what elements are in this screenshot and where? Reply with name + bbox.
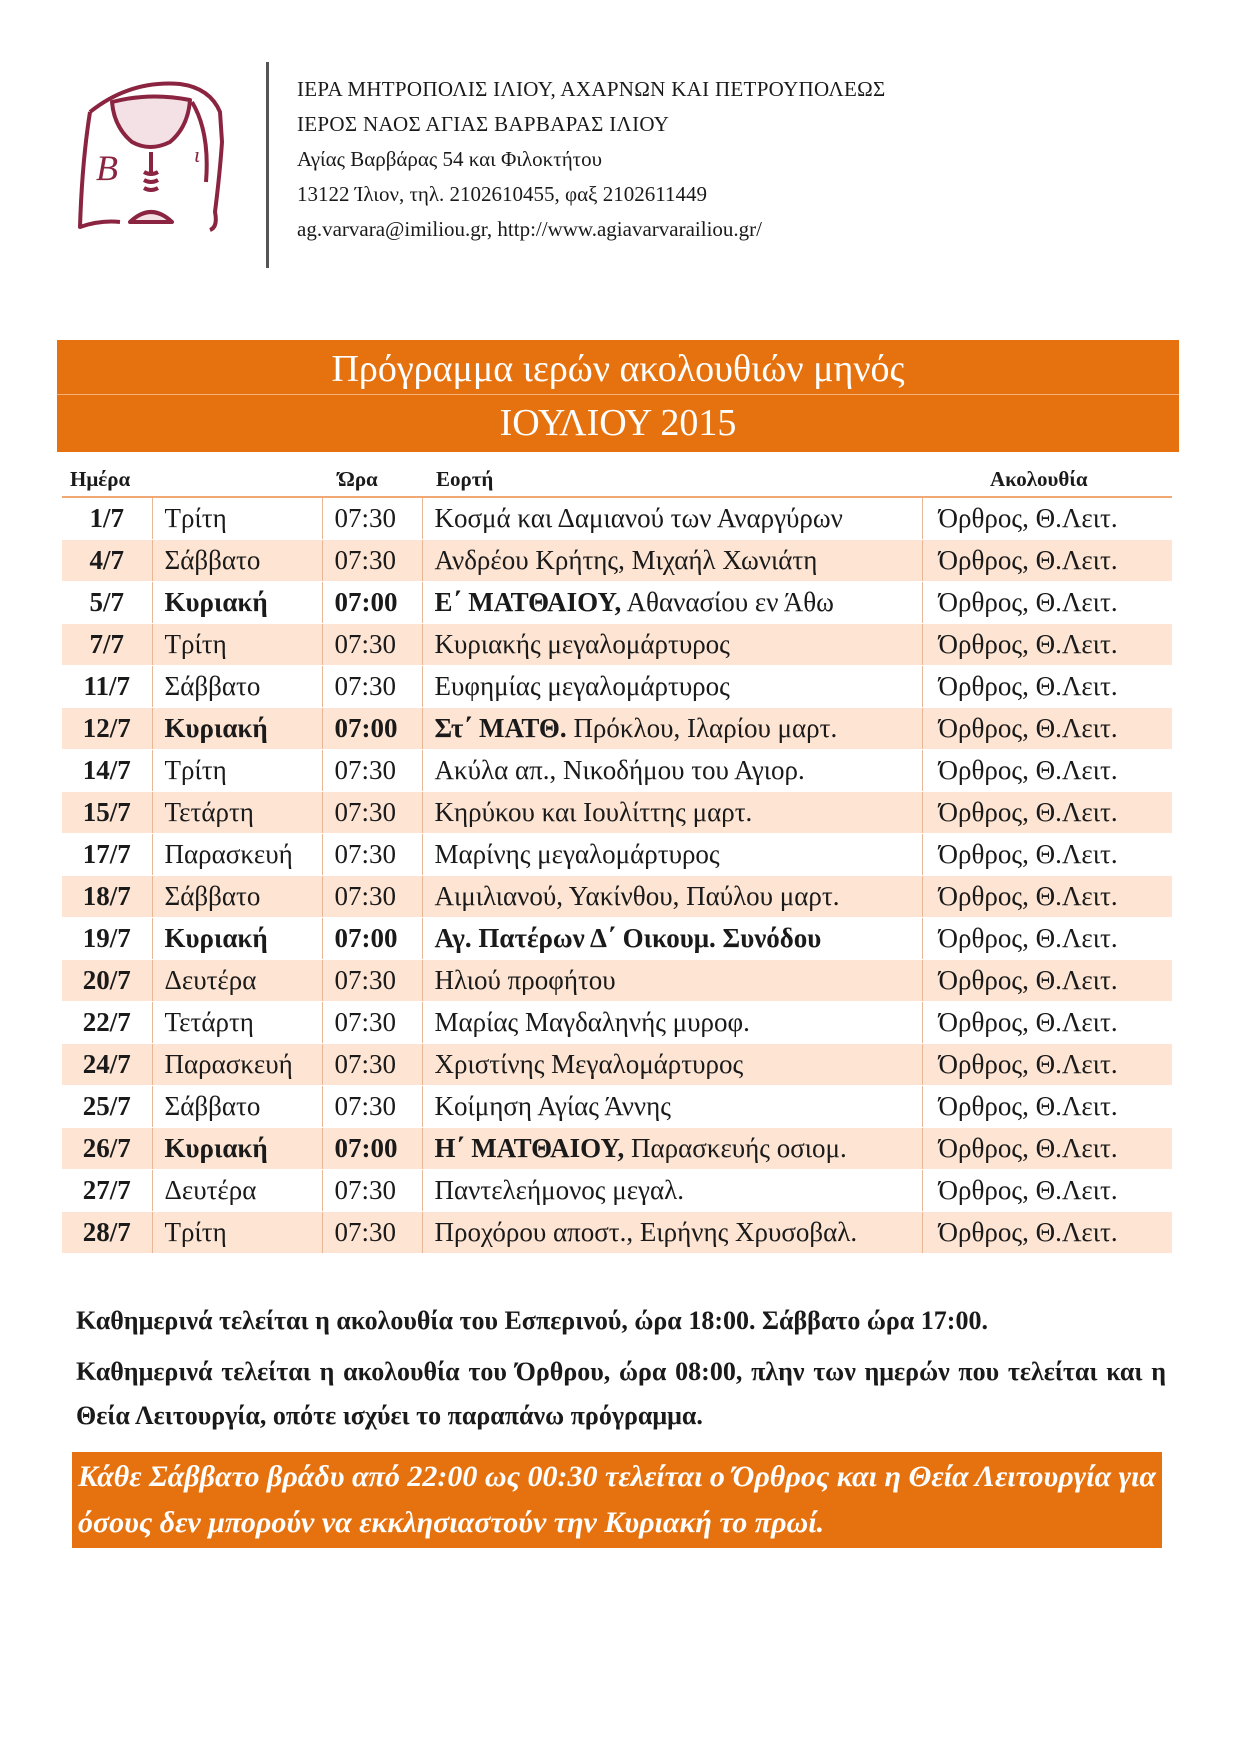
row-time: 07:00 <box>322 708 422 750</box>
row-time: 07:30 <box>322 792 422 834</box>
row-time: 07:30 <box>322 960 422 1002</box>
row-time: 07:30 <box>322 750 422 792</box>
row-time: 07:30 <box>322 1212 422 1254</box>
row-feast-text: Ανδρέου Κρήτης, Μιχαήλ Χωνιάτη <box>434 545 818 575</box>
row-feast-text: Προχόρου αποστ., Ειρήνης Χρυσοβαλ. <box>434 1217 858 1247</box>
row-date: 7/7 <box>62 624 152 666</box>
row-service: Όρθρος, Θ.Λειτ. <box>922 1128 1172 1170</box>
row-feast-text: Μαρίας Μαγδαληνής μυροφ. <box>434 1007 750 1037</box>
row-feast-bold: Αγ. Πατέρων Δ΄ Οικουμ. Συνόδου <box>434 923 822 953</box>
row-day: Κυριακή <box>152 918 322 960</box>
row-feast-text: Ευφημίας μεγαλομάρτυρος <box>434 671 730 701</box>
row-date: 1/7 <box>62 497 152 540</box>
saturday-night-highlight: Κάθε Σάββατο βράδυ από 22:00 ως 00:30 τελείται ο Όρθρος και η Θεία Λειτουργία για όσους δεν μπορούν να εκκλησιαστούν την Κυριακή το πρωί. <box>72 1452 1162 1548</box>
row-date: 17/7 <box>62 834 152 876</box>
row-time: 07:00 <box>322 918 422 960</box>
row-day: Σάββατο <box>152 666 322 708</box>
row-feast <box>422 1086 922 1128</box>
row-time: 07:00 <box>322 1128 422 1170</box>
row-feast-text: Αθανασίου εν Άθω <box>626 587 834 617</box>
church-name: ΙΕΡΟΣ ΝΑΟΣ ΑΓΙΑΣ ΒΑΡΒΑΡΑΣ ΙΛΙΟΥ <box>297 112 670 136</box>
row-feast-text: Ηλιού προφήτου <box>434 965 616 995</box>
row-day: Δευτέρα <box>152 960 322 1002</box>
col-header-feast: Εορτή <box>422 462 922 497</box>
row-date: 19/7 <box>62 918 152 960</box>
metropolis-name: ΙΕΡΑ ΜΗΤΡΟΠΟΛΙΣ ΙΛΙΟΥ, ΑΧΑΡΝΩΝ ΚΑΙ ΠΕΤΡΟΥΠΟΛΕΩΣ <box>297 77 886 101</box>
row-feast <box>422 960 922 1002</box>
row-day: Τρίτη <box>152 750 322 792</box>
row-day: Κυριακή <box>152 1128 322 1170</box>
table-row <box>62 1128 1172 1170</box>
table-row <box>62 1044 1172 1086</box>
row-time: 07:30 <box>322 876 422 918</box>
row-feast-bold: Η΄ ΜΑΤΘΑΙΟΥ, <box>434 1133 625 1163</box>
row-feast <box>422 876 922 918</box>
row-time: 07:30 <box>322 497 422 540</box>
row-date: 15/7 <box>62 792 152 834</box>
row-date: 4/7 <box>62 540 152 582</box>
row-service: Όρθρος, Θ.Λειτ. <box>922 666 1172 708</box>
schedule-month: ΙΟΥΛΙΟΥ 2015 <box>499 402 737 444</box>
row-feast <box>422 750 922 792</box>
row-feast <box>422 1002 922 1044</box>
row-date: 26/7 <box>62 1128 152 1170</box>
row-service: Όρθρος, Θ.Λειτ. <box>922 750 1172 792</box>
table-row <box>62 1170 1172 1212</box>
row-service: Όρθρος, Θ.Λειτ. <box>922 876 1172 918</box>
matins-note: Καθημερινά τελείται η ακολουθία του Όρθρου, ώρα 08:00, πλην των ημερών που τελείται και η Θεία Λειτουργία, οπότε ισχύει το παραπάνω πρόγραμμα. <box>76 1357 1166 1430</box>
table-row <box>62 666 1172 708</box>
row-day: Τρίτη <box>152 1212 322 1254</box>
row-feast-text: Κοσμά και Δαμιανού των Αναργύρων <box>434 503 843 533</box>
table-row <box>62 1086 1172 1128</box>
row-service: Όρθρος, Θ.Λειτ. <box>922 1002 1172 1044</box>
row-feast-text: Κηρύκου και Ιουλίττης μαρτ. <box>434 797 753 827</box>
row-day: Σάββατο <box>152 876 322 918</box>
row-feast <box>422 1128 922 1170</box>
row-feast <box>422 624 922 666</box>
row-service: Όρθρος, Θ.Λειτ. <box>922 960 1172 1002</box>
row-feast-text: Χριστίνης Μεγαλομάρτυρος <box>434 1049 744 1079</box>
table-row <box>62 624 1172 666</box>
row-day: Παρασκευή <box>152 1044 322 1086</box>
row-time: 07:30 <box>322 540 422 582</box>
row-date: 5/7 <box>62 582 152 624</box>
row-feast-text: Κοίμηση Αγίας Άννης <box>434 1091 671 1121</box>
row-date: 28/7 <box>62 1212 152 1254</box>
row-service: Όρθρος, Θ.Λειτ. <box>922 1044 1172 1086</box>
row-day: Κυριακή <box>152 708 322 750</box>
row-feast <box>422 497 922 540</box>
table-row <box>62 497 1172 540</box>
svg-text:Β: Β <box>96 148 118 188</box>
row-feast-text: Μαρίνης μεγαλομάρτυρος <box>434 839 720 869</box>
table-header-row <box>62 462 1172 497</box>
row-day: Σάββατο <box>152 540 322 582</box>
header-block <box>297 72 886 247</box>
row-feast-text: Πρόκλου, Ιλαρίου μαρτ. <box>573 713 838 743</box>
row-day: Τετάρτη <box>152 792 322 834</box>
row-service: Όρθρος, Θ.Λειτ. <box>922 708 1172 750</box>
schedule-title: Πρόγραμμα ιερών ακολουθιών μηνός <box>57 344 1179 395</box>
row-day: Τετάρτη <box>152 1002 322 1044</box>
row-date: 12/7 <box>62 708 152 750</box>
row-day: Δευτέρα <box>152 1170 322 1212</box>
table-row <box>62 750 1172 792</box>
web-line: ag.varvara@imiliou.gr, http://www.agiavarvarailiou.gr/ <box>297 217 762 241</box>
col-header-time: Ώρα <box>322 462 422 497</box>
row-service: Όρθρος, Θ.Λειτ. <box>922 918 1172 960</box>
row-time: 07:30 <box>322 834 422 876</box>
row-feast <box>422 1044 922 1086</box>
row-feast <box>422 708 922 750</box>
row-date: 20/7 <box>62 960 152 1002</box>
table-row <box>62 582 1172 624</box>
row-time: 07:30 <box>322 624 422 666</box>
row-day: Κυριακή <box>152 582 322 624</box>
row-date: 27/7 <box>62 1170 152 1212</box>
row-feast-text: Ακύλα απ., Νικοδήμου του Αγιορ. <box>434 755 805 785</box>
row-day: Σάββατο <box>152 1086 322 1128</box>
row-date: 24/7 <box>62 1044 152 1086</box>
row-date: 14/7 <box>62 750 152 792</box>
table-row <box>62 918 1172 960</box>
row-date: 11/7 <box>62 666 152 708</box>
row-feast <box>422 834 922 876</box>
row-time: 07:30 <box>322 1086 422 1128</box>
row-day: Τρίτη <box>152 624 322 666</box>
row-service: Όρθρος, Θ.Λειτ. <box>922 582 1172 624</box>
row-service: Όρθρος, Θ.Λειτ. <box>922 792 1172 834</box>
schedule-table <box>62 462 1172 1254</box>
row-feast <box>422 918 922 960</box>
table-row <box>62 834 1172 876</box>
col-header-day: Ημέρα <box>62 462 322 497</box>
row-service: Όρθρος, Θ.Λειτ. <box>922 834 1172 876</box>
table-row <box>62 708 1172 750</box>
row-service: Όρθρος, Θ.Λειτ. <box>922 1086 1172 1128</box>
row-feast-text: Κυριακής μεγαλομάρτυρος <box>434 629 730 659</box>
table-row <box>62 1212 1172 1254</box>
row-feast-text: Παρασκευής οσιομ. <box>631 1133 847 1163</box>
schedule-banner <box>57 340 1179 452</box>
address-line: Αγίας Βαρβάρας 54 και Φιλοκτήτου <box>297 147 603 171</box>
contact-line: 13122 Ίλιον, τηλ. 2102610455, φαξ 2102611449 <box>297 182 708 206</box>
table-row <box>62 540 1172 582</box>
church-logo <box>70 72 240 242</box>
table-row <box>62 876 1172 918</box>
table-row <box>62 1002 1172 1044</box>
table-row <box>62 792 1172 834</box>
row-feast <box>422 540 922 582</box>
row-date: 22/7 <box>62 1002 152 1044</box>
row-service: Όρθρος, Θ.Λειτ. <box>922 540 1172 582</box>
vespers-note: Καθημερινά τελείται η ακολουθία του Εσπερινού, ώρα 18:00. Σάββατο ώρα 17:00. <box>76 1306 988 1335</box>
row-time: 07:00 <box>322 582 422 624</box>
row-service: Όρθρος, Θ.Λειτ. <box>922 624 1172 666</box>
header-divider <box>266 62 269 268</box>
row-day: Τρίτη <box>152 497 322 540</box>
row-feast-bold: Στ΄ ΜΑΤΘ. <box>434 713 567 743</box>
row-time: 07:30 <box>322 1002 422 1044</box>
row-feast <box>422 1212 922 1254</box>
row-date: 25/7 <box>62 1086 152 1128</box>
row-time: 07:30 <box>322 1170 422 1212</box>
row-feast <box>422 582 922 624</box>
row-date: 18/7 <box>62 876 152 918</box>
col-header-service: Ακολουθία <box>922 462 1172 497</box>
row-feast <box>422 666 922 708</box>
row-service: Όρθρος, Θ.Λειτ. <box>922 497 1172 540</box>
table-row <box>62 960 1172 1002</box>
row-feast-bold: Ε΄ ΜΑΤΘΑΙΟΥ, <box>434 587 622 617</box>
row-feast <box>422 1170 922 1212</box>
row-day: Παρασκευή <box>152 834 322 876</box>
row-service: Όρθρος, Θ.Λειτ. <box>922 1170 1172 1212</box>
chalice-icon <box>70 72 240 242</box>
svg-text:ι: ι <box>194 142 201 167</box>
row-feast-text: Παντελεήμονος μεγαλ. <box>434 1175 684 1205</box>
row-time: 07:30 <box>322 666 422 708</box>
row-feast <box>422 792 922 834</box>
row-service: Όρθρος, Θ.Λειτ. <box>922 1212 1172 1254</box>
row-time: 07:30 <box>322 1044 422 1086</box>
row-feast-text: Αιμιλιανού, Υακίνθου, Παύλου μαρτ. <box>434 881 840 911</box>
